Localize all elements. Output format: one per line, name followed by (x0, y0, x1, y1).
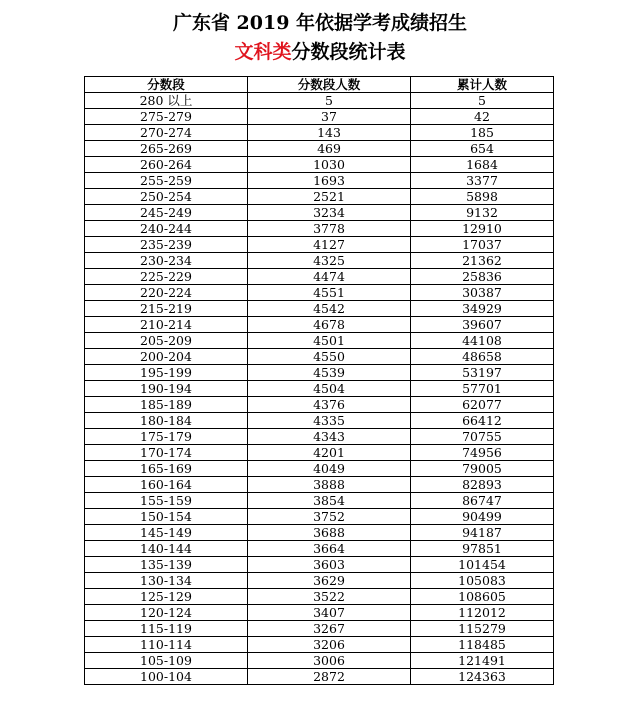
cell-score-range: 200-204 (85, 349, 248, 365)
cell-cumulative-count: 25836 (411, 269, 554, 285)
cell-range-count: 3234 (248, 205, 411, 221)
table-row (85, 445, 554, 461)
cell-score-range: 140-144 (85, 541, 248, 557)
cell-range-count: 4127 (248, 237, 411, 253)
cell-score-range: 210-214 (85, 317, 248, 333)
cell-score-range: 225-229 (85, 269, 248, 285)
cell-score-range: 280 以上 (85, 93, 248, 109)
cell-cumulative-count: 44108 (411, 333, 554, 349)
table-body (85, 93, 554, 685)
table-row (85, 557, 554, 573)
table-row (85, 669, 554, 685)
cell-score-range: 205-209 (85, 333, 248, 349)
cell-score-range: 230-234 (85, 253, 248, 269)
cell-score-range: 165-169 (85, 461, 248, 477)
cell-cumulative-count: 124363 (411, 669, 554, 685)
cell-range-count: 4551 (248, 285, 411, 301)
cell-range-count: 3854 (248, 493, 411, 509)
cell-range-count: 3688 (248, 525, 411, 541)
table-row (85, 509, 554, 525)
table-row (85, 621, 554, 637)
cell-range-count: 3522 (248, 589, 411, 605)
cell-range-count: 5 (248, 93, 411, 109)
cell-cumulative-count: 57701 (411, 381, 554, 397)
table-row (85, 221, 554, 237)
cell-range-count: 143 (248, 125, 411, 141)
cell-score-range: 120-124 (85, 605, 248, 621)
cell-cumulative-count: 66412 (411, 413, 554, 429)
cell-score-range: 220-224 (85, 285, 248, 301)
cell-range-count: 4678 (248, 317, 411, 333)
table-row (85, 141, 554, 157)
cell-range-count: 4539 (248, 365, 411, 381)
table-row (85, 269, 554, 285)
table-row (85, 589, 554, 605)
cell-score-range: 105-109 (85, 653, 248, 669)
cell-cumulative-count: 62077 (411, 397, 554, 413)
cell-range-count: 4343 (248, 429, 411, 445)
cell-score-range: 130-134 (85, 573, 248, 589)
table-row (85, 477, 554, 493)
cell-cumulative-count: 17037 (411, 237, 554, 253)
cell-cumulative-count: 185 (411, 125, 554, 141)
cell-range-count: 469 (248, 141, 411, 157)
table-row (85, 397, 554, 413)
cell-score-range: 265-269 (85, 141, 248, 157)
table-row (85, 333, 554, 349)
cell-score-range: 250-254 (85, 189, 248, 205)
cell-range-count: 4325 (248, 253, 411, 269)
cell-cumulative-count: 97851 (411, 541, 554, 557)
cell-range-count: 3664 (248, 541, 411, 557)
cell-cumulative-count: 70755 (411, 429, 554, 445)
table-row (85, 317, 554, 333)
cell-cumulative-count: 34929 (411, 301, 554, 317)
cell-score-range: 160-164 (85, 477, 248, 493)
cell-cumulative-count: 5898 (411, 189, 554, 205)
cell-range-count: 3407 (248, 605, 411, 621)
cell-cumulative-count: 121491 (411, 653, 554, 669)
cell-range-count: 4049 (248, 461, 411, 477)
cell-range-count: 37 (248, 109, 411, 125)
cell-range-count: 3267 (248, 621, 411, 637)
table-header-row (85, 77, 554, 93)
table-row (85, 525, 554, 541)
subtitle-rest: 分数段统计表 (291, 41, 406, 63)
cell-cumulative-count: 42 (411, 109, 554, 125)
table-row (85, 381, 554, 397)
cell-cumulative-count: 5 (411, 93, 554, 109)
table-row (85, 605, 554, 621)
cell-range-count: 2872 (248, 669, 411, 685)
cell-cumulative-count: 12910 (411, 221, 554, 237)
document-subtitle (0, 40, 640, 64)
cell-cumulative-count: 112012 (411, 605, 554, 621)
cell-score-range: 240-244 (85, 221, 248, 237)
table-row (85, 541, 554, 557)
cell-range-count: 1030 (248, 157, 411, 173)
cell-cumulative-count: 101454 (411, 557, 554, 573)
table-row (85, 173, 554, 189)
table-row (85, 573, 554, 589)
table-row (85, 413, 554, 429)
table-row (85, 493, 554, 509)
cell-range-count: 4504 (248, 381, 411, 397)
cell-range-count: 3206 (248, 637, 411, 653)
cell-range-count: 4542 (248, 301, 411, 317)
cell-range-count: 4474 (248, 269, 411, 285)
cell-score-range: 125-129 (85, 589, 248, 605)
cell-score-range: 100-104 (85, 669, 248, 685)
cell-cumulative-count: 1684 (411, 157, 554, 173)
cell-cumulative-count: 9132 (411, 205, 554, 221)
cell-range-count: 1693 (248, 173, 411, 189)
cell-cumulative-count: 3377 (411, 173, 554, 189)
cell-cumulative-count: 79005 (411, 461, 554, 477)
table-row (85, 253, 554, 269)
cell-cumulative-count: 48658 (411, 349, 554, 365)
table-row (85, 157, 554, 173)
table-row (85, 349, 554, 365)
cell-cumulative-count: 53197 (411, 365, 554, 381)
cell-range-count: 3006 (248, 653, 411, 669)
table-row (85, 237, 554, 253)
cell-score-range: 255-259 (85, 173, 248, 189)
table-row (85, 365, 554, 381)
cell-range-count: 3603 (248, 557, 411, 573)
cell-score-range: 135-139 (85, 557, 248, 573)
cell-cumulative-count: 30387 (411, 285, 554, 301)
header-range-count: 分数段人数 (248, 77, 411, 93)
subtitle-category: 文科类 (234, 41, 292, 63)
cell-cumulative-count: 115279 (411, 621, 554, 637)
cell-cumulative-count: 105083 (411, 573, 554, 589)
cell-range-count: 4201 (248, 445, 411, 461)
cell-cumulative-count: 21362 (411, 253, 554, 269)
cell-cumulative-count: 94187 (411, 525, 554, 541)
table-row (85, 429, 554, 445)
table-row (85, 653, 554, 669)
cell-score-range: 245-249 (85, 205, 248, 221)
table-row (85, 637, 554, 653)
cell-score-range: 215-219 (85, 301, 248, 317)
table-row (85, 125, 554, 141)
cell-score-range: 275-279 (85, 109, 248, 125)
cell-cumulative-count: 654 (411, 141, 554, 157)
cell-range-count: 3778 (248, 221, 411, 237)
cell-range-count: 3752 (248, 509, 411, 525)
table-row (85, 461, 554, 477)
cell-cumulative-count: 82893 (411, 477, 554, 493)
cell-range-count: 4501 (248, 333, 411, 349)
header-score-range: 分数段 (85, 77, 248, 93)
cell-range-count: 3888 (248, 477, 411, 493)
cell-cumulative-count: 39607 (411, 317, 554, 333)
document-title: 广东省 2019 年依据学考成绩招生 (172, 12, 468, 34)
score-distribution-table (84, 76, 554, 685)
cell-score-range: 185-189 (85, 397, 248, 413)
cell-score-range: 180-184 (85, 413, 248, 429)
cell-range-count: 4376 (248, 397, 411, 413)
cell-range-count: 3629 (248, 573, 411, 589)
cell-cumulative-count: 86747 (411, 493, 554, 509)
cell-cumulative-count: 90499 (411, 509, 554, 525)
cell-score-range: 110-114 (85, 637, 248, 653)
cell-cumulative-count: 74956 (411, 445, 554, 461)
cell-score-range: 155-159 (85, 493, 248, 509)
cell-score-range: 170-174 (85, 445, 248, 461)
table-row (85, 189, 554, 205)
cell-range-count: 4335 (248, 413, 411, 429)
table-row (85, 205, 554, 221)
cell-cumulative-count: 108605 (411, 589, 554, 605)
cell-cumulative-count: 118485 (411, 637, 554, 653)
table-row (85, 93, 554, 109)
cell-range-count: 2521 (248, 189, 411, 205)
cell-score-range: 195-199 (85, 365, 248, 381)
cell-score-range: 175-179 (85, 429, 248, 445)
header-cumulative-count: 累计人数 (411, 77, 554, 93)
cell-score-range: 115-119 (85, 621, 248, 637)
table-row (85, 285, 554, 301)
cell-score-range: 150-154 (85, 509, 248, 525)
table-row (85, 109, 554, 125)
cell-score-range: 260-264 (85, 157, 248, 173)
table-row (85, 301, 554, 317)
cell-score-range: 270-274 (85, 125, 248, 141)
cell-range-count: 4550 (248, 349, 411, 365)
cell-score-range: 235-239 (85, 237, 248, 253)
cell-score-range: 145-149 (85, 525, 248, 541)
cell-score-range: 190-194 (85, 381, 248, 397)
